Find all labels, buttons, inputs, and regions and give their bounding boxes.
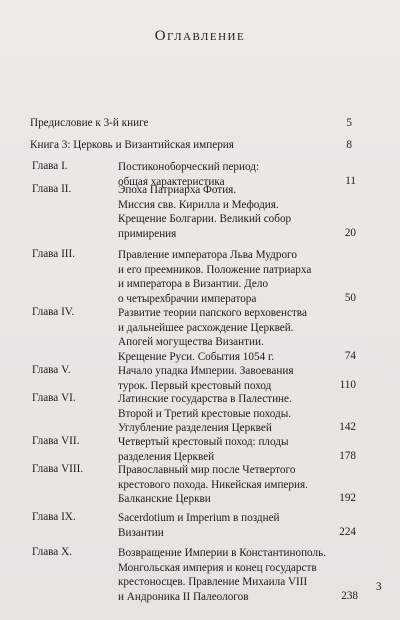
chapter-title-line: Миссия свв. Кирилла и Мефодия. <box>118 198 279 211</box>
chapter-title-line: примирения <box>118 227 177 240</box>
chapter-title-line: Постиконоборческий период: <box>118 161 260 173</box>
chapter-title <box>118 248 348 306</box>
chapter-title-line: Эпоха Патриарха Фотия. <box>118 184 237 196</box>
chapter-page: 50 <box>344 291 356 304</box>
preface-title: Предисловие к 3-й книге <box>30 117 149 129</box>
chapter-page: 238 <box>341 589 358 602</box>
chapter-page: 142 <box>339 421 356 433</box>
chapter-title <box>118 546 348 604</box>
chapter-label: Глава VII. <box>32 435 80 447</box>
chapter-title-line: Четвертый крестовый поход: плоды <box>118 436 289 448</box>
chapter-label: Глава I. <box>32 160 68 172</box>
chapter-title-line: и Андроника II Палеологов <box>118 590 249 603</box>
chapter-title-line: Развитие теории папского верховенства <box>118 307 307 319</box>
page-number: 3 <box>376 581 382 593</box>
chapter-title-line: Sacerdotium и Imperium в поздней <box>118 512 280 524</box>
chapter-title-line: и его преемников. Положение патриарха <box>118 263 312 276</box>
chapter-title-line: Православный мир после Четвертого <box>118 464 296 476</box>
chapter-label: Глава VIII. <box>32 463 84 475</box>
chapter-title-line: Углубление разделения Церквей <box>118 422 272 434</box>
chapter-title-line: турок. Первый крестовый поход <box>118 379 272 392</box>
chapter-label: Глава III. <box>32 248 76 260</box>
chapter-title <box>118 463 348 507</box>
chapter-page: 178 <box>339 449 356 462</box>
chapter-label: Глава IX. <box>32 511 76 523</box>
chapter-label: Глава II. <box>32 183 72 195</box>
chapter-title-line: и императора в Византии. Дело <box>118 278 269 290</box>
chapter-title-line: Византии <box>118 526 164 539</box>
chapter-title-line: о четырехбрачии императора <box>118 292 257 305</box>
chapter-page: 11 <box>345 174 356 187</box>
chapter-label: Глава V. <box>32 364 71 376</box>
chapter-title-line: Второй и Третий крестовые походы. <box>118 407 292 420</box>
chapter-title-line: Балканские Церкви <box>118 493 211 505</box>
chapter-title-line: и дальнейшее расхождение Церквей. <box>118 321 294 334</box>
chapter-title-line: крестового похода. Никейская империя. <box>118 478 308 491</box>
chapter-label: Глава VI. <box>32 392 76 404</box>
chapter-label: Глава X. <box>32 546 72 558</box>
book-title: Книга 3: Церковь и Византийская империя <box>30 139 234 151</box>
chapter-title-line: Начало упадка Империи. Завоевания <box>118 365 294 377</box>
chapter-page: 224 <box>339 525 356 538</box>
chapter-title-line: Монгольская империя и конец государств <box>118 561 317 574</box>
chapter-title <box>118 435 348 464</box>
chapter-title-line: Возвращение Империи в Константинополь. <box>118 547 326 559</box>
chapter-title <box>118 183 348 241</box>
chapter-title <box>118 511 348 540</box>
chapter-page: 192 <box>339 492 356 504</box>
chapter-title-line: крестоносцев. Правление Михаила VIII <box>118 576 308 588</box>
page-title: Оглавление <box>154 28 246 44</box>
chapter-title <box>118 306 348 364</box>
chapter-title-line: общая характеристика <box>118 175 225 188</box>
chapter-title-line: Апогей могущества Византии. <box>118 336 264 348</box>
chapter-page: 110 <box>339 378 356 391</box>
chapter-title-line: Правление императора Льва Мудрого <box>118 249 297 261</box>
chapter-title-line: разделения Церквей <box>118 450 215 463</box>
preface-page: 5 <box>346 117 352 129</box>
chapter-title <box>118 364 348 393</box>
chapter-title-line: Крещение Болгарии. Великий собор <box>118 213 292 225</box>
chapter-title <box>118 392 348 436</box>
chapter-label: Глава IV. <box>32 306 75 318</box>
book-page-number: 8 <box>346 139 352 151</box>
chapter-title-line: Латинские государства в Палестине. <box>118 393 292 405</box>
chapter-title-line: Крещение Руси. События 1054 г. <box>118 350 275 363</box>
chapter-page: 20 <box>344 226 356 239</box>
chapter-page: 74 <box>344 349 356 362</box>
